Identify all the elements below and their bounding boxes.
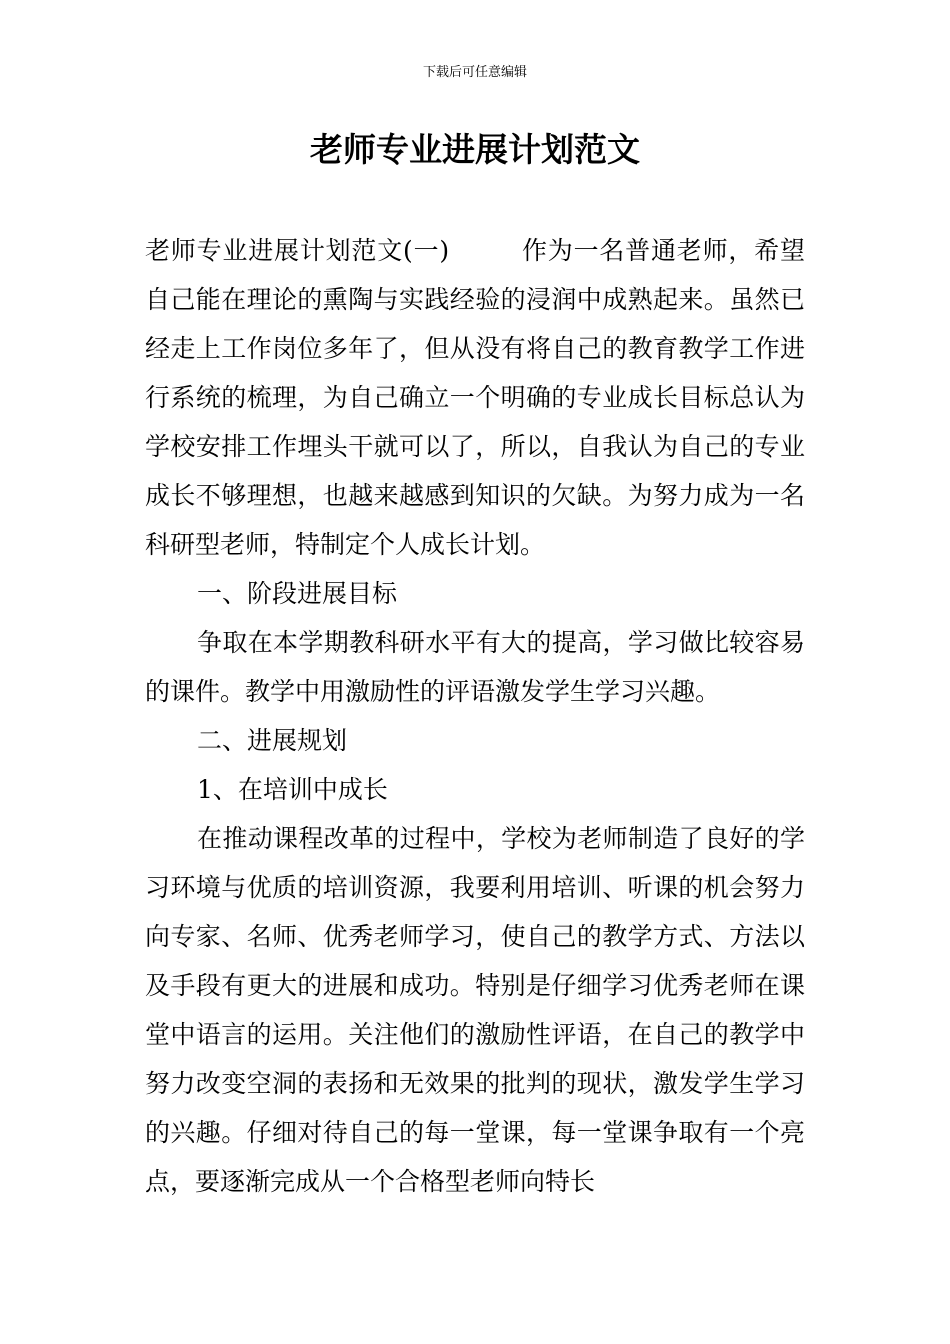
intro-text: 作为一名普通老师，希望自己能在理论的熏陶与实践经验的浸润中成熟起来。虽然已经走上工作岗位多年了，但从没有将自己的教育教学工作进行系统的梳理，为自己确立一个明确的专业成长目标总认为学校安排工作埋头干就可以了，所以，自我认为自己的专业成长不够理想，也越来越感到知识的欠缺。为努力成为一名科研型老师，特制定个人成长计划。 (145, 236, 805, 559)
section2-heading: 二、进展规划 (197, 726, 348, 755)
intro-paragraph (145, 226, 805, 569)
section1-paragraph: 争取在本学期教科研水平有大的提高，学习做比较容易的课件。教学中用激励性的评语激发学生学习兴趣。 (145, 628, 805, 706)
header-note: 下载后可任意编辑 (422, 65, 527, 80)
subsection1-paragraph: 在推动课程改革的过程中，学校为老师制造了良好的学习环境与优质的培训资源，我要利用培训、听课的机会努力向专家、名师、优秀老师学习，使自己的教学方式、方法以及手段有更大的进展和成功。特别是仔细学习优秀老师在课堂中语言的运用。关注他们的激励性评语，在自己的教学中努力改变空洞的表扬和无效果的批判的现状，激发学生学习的兴趣。仔细对待自己的每一堂课，每一堂课争取有一个亮点，要逐渐完成从一个合格型老师向特长 (145, 824, 805, 1196)
document-body (145, 226, 805, 1206)
subsection1-heading: 1、在培训中成长 (197, 775, 388, 804)
section1-heading: 一、阶段进展目标 (197, 579, 398, 608)
intro-label: 老师专业进展计划范文(一) (145, 236, 450, 265)
document-title: 老师专业进展计划范文 (310, 130, 640, 169)
